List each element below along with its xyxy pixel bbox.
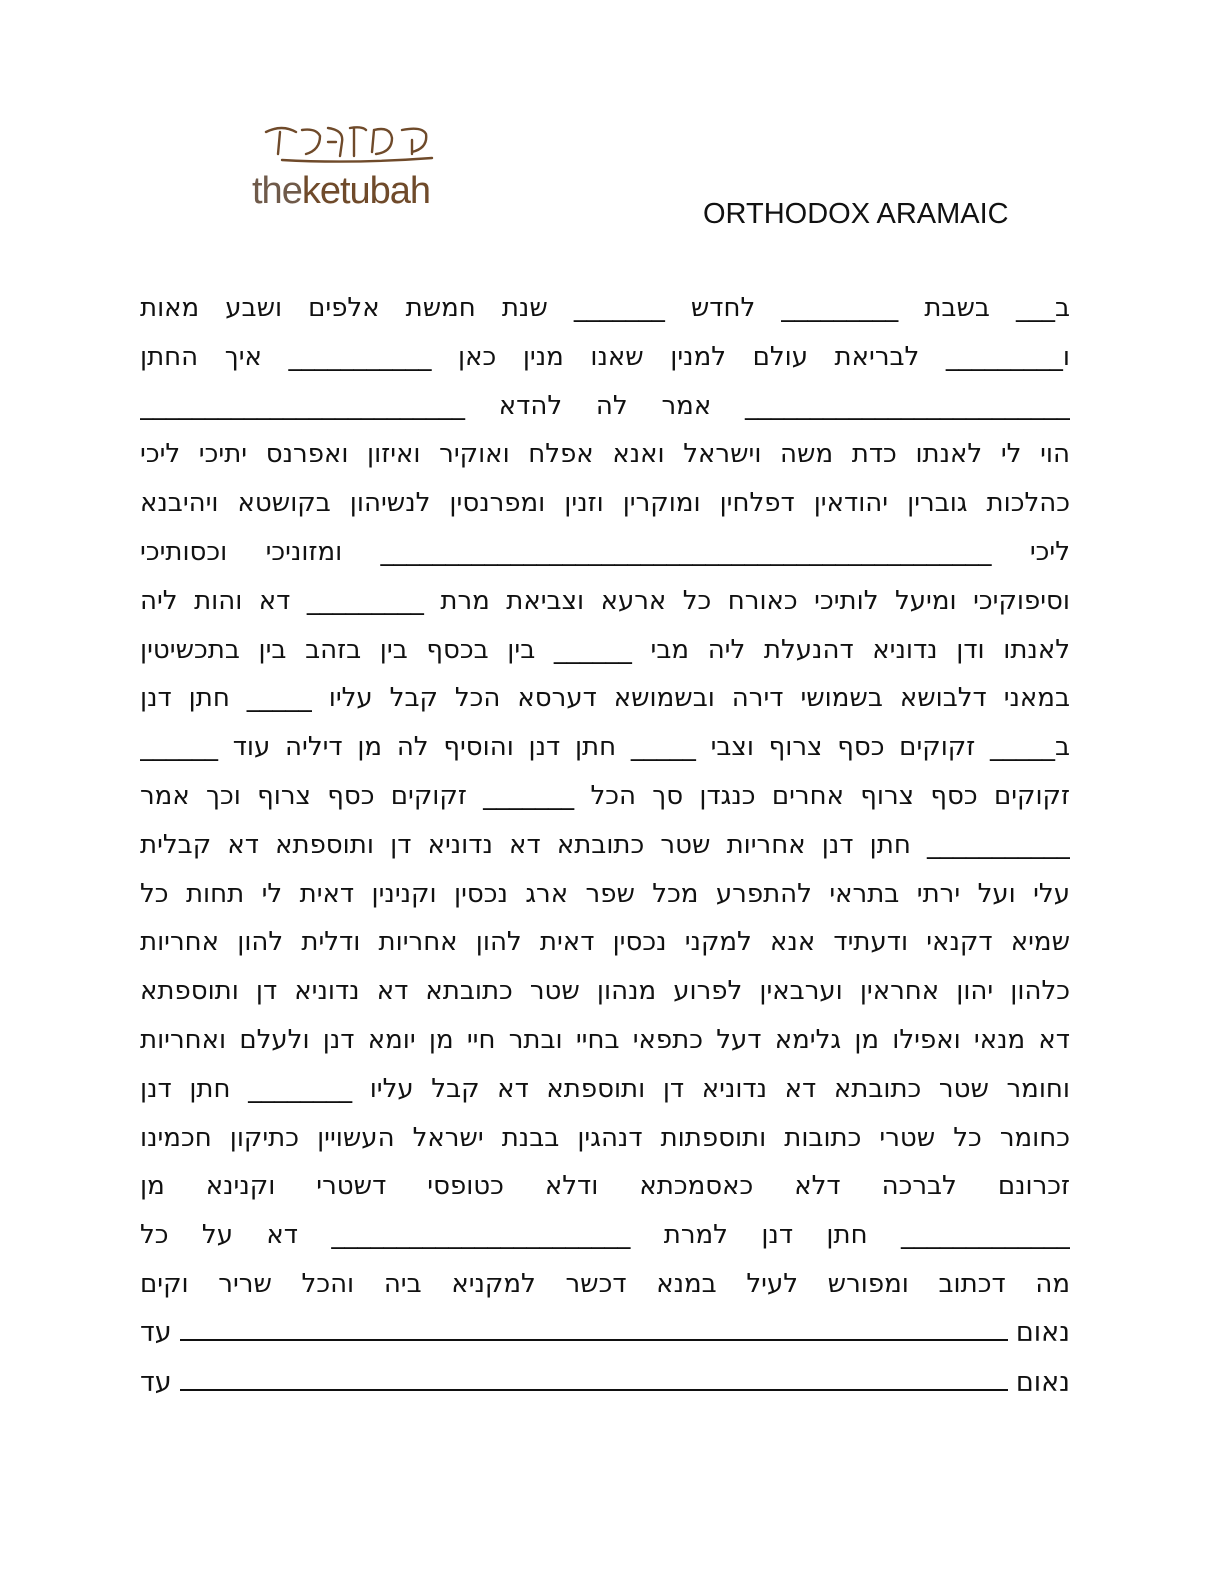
- witness-suffix: עד: [140, 1366, 172, 1398]
- text-line: דא מנאי ואפילו מן גלימא דעל כתפאי בחיי ובתר חיי מן יומא דנן ולעלם ואחריות: [140, 1024, 1070, 1055]
- witness-line-2: [140, 1359, 1070, 1409]
- text-line: הוי לי לאנתו כדת משה וישראל ואנא אפלח ואוקיר ואיזון ואפרנס יתיכי ליכי: [140, 439, 1070, 470]
- witness-label: נאום: [1015, 1366, 1070, 1398]
- text-line: לאנתו ודן נדוניא דהנעלת ליה מבי ______ בין בכסף בין בזהב בין בתכשיטין: [140, 634, 1070, 665]
- text-line: _____________ חתן דנן למרת _______________________ דא על כל: [140, 1220, 1070, 1251]
- hebrew-calligraphy-logo: [262, 118, 442, 168]
- witness-label: נאום: [1015, 1316, 1070, 1348]
- text-line: וחומר שטר כתובתא דא נדוניא דן ותוספתא דא קבל עליו ________ חתן דנן: [140, 1073, 1070, 1104]
- witness-signature-field[interactable]: [180, 1367, 1008, 1391]
- text-line: ב_____ זקוקים כסף צרוף וצבי _____ חתן דנן והוסיף לה מן דיליה עוד ______: [140, 732, 1070, 763]
- witness-suffix: עד: [140, 1316, 172, 1348]
- text-line: עלי ועל ירתי בתראי להתפרע מכל שפר ארג נכסין וקנינין דאית לי תחות כל: [140, 878, 1070, 909]
- text-line: במאני דלבושא בשמושי דירה ובשמושא דערסא הכל קבל עליו _____ חתן דנן: [140, 683, 1070, 714]
- text-line: ___________ חתן דנן אחריות שטר כתובתא דא נדוניא דן ותוספתא דא קבלית: [140, 829, 1070, 860]
- text-line: כהלכות גוברין יהודאין דפלחין ומוקרין וזנין ומפרנסין לנשיהון בקושטא ויהיבנא: [140, 488, 1070, 519]
- witness-signature-field[interactable]: [180, 1317, 1008, 1341]
- text-line: ב___ בשבת _________ לחדש _______ שנת חמשת אלפים ושבע מאות: [140, 293, 1070, 323]
- text-line: ו_________ לבריאת עולם למנין שאנו מנין כאן ___________ איך החתן: [140, 341, 1070, 372]
- text-line: שמיא דקנאי ודעתיד אנא למקני נכסין דאית להון אחריות ודלית להון אחריות: [140, 927, 1070, 958]
- document-title: ORTHODOX ARAMAIC: [703, 198, 1009, 230]
- logo-wordmark: theketubah: [252, 170, 431, 212]
- witness-line-1: [140, 1309, 1070, 1359]
- text-line: זכרונם לברכה דלא כאסמכתא ודלא כטופסי דשטרי וקנינא מן: [140, 1171, 1070, 1202]
- text-line: ליכי _______________________________________________ ומזוניכי וכסותיכי: [140, 536, 1070, 567]
- text-line: כחומר כל שטרי כתובות ותוספתות דנהגין בבנת ישראל העשויין כתיקון חכמינו: [140, 1122, 1070, 1153]
- text-line: זקוקים כסף צרוף אחרים כנגדן סך הכל _______ זקוקים כסף צרוף וכך אמר: [140, 780, 1070, 811]
- text-line: מה דכתוב ומפורש לעיל במנא דכשר למקניא ביה והכל שריר וקים: [140, 1268, 1070, 1299]
- text-line: וסיפוקיכי ומיעל לותיכי כאורח כל ארעא וצביאת מרת _________ דא והות ליה: [140, 585, 1070, 616]
- text-line: כלהון יהון אחראין וערבאין לפרוע מנהון שטר כתובתא דא נדוניא דן ותוספתא: [140, 976, 1070, 1007]
- ketubah-logo: [248, 118, 448, 218]
- text-line: _________________________ אמר לה להדא _________________________: [140, 390, 1070, 421]
- ketubah-text: [140, 284, 1070, 1409]
